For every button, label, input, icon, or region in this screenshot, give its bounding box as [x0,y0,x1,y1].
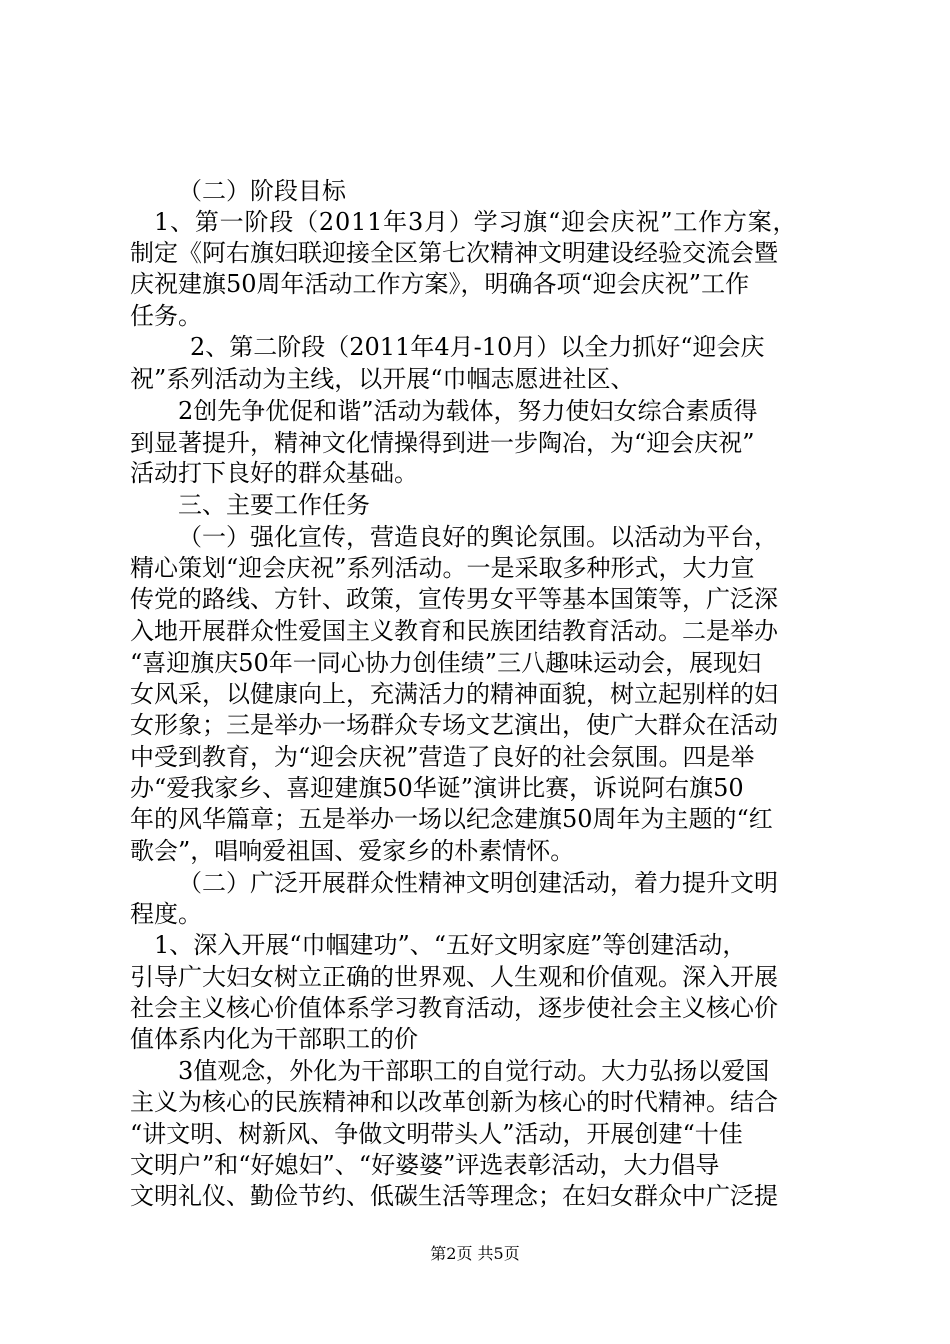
text-line: 精心策划“迎会庆祝”系列活动。一是采取多种形式，大力宣 [130,554,755,582]
text-line: 2、第二阶段（2011年4月-10月）以全力抓好“迎会庆 [190,333,765,361]
text-line: 女形象；三是举办一场群众专场文艺演出，使广大群众在活动 [130,711,778,739]
section-heading-stage-goals: （二）阶段目标 [178,177,346,205]
section-heading-main-tasks: 三、主要工作任务 [178,491,370,519]
text-line: 主义为核心的民族精神和以改革创新为核心的时代精神。结合 [130,1088,778,1116]
text-line: “喜迎旗庆50年一同心协力创佳绩”三八趣味运动会，展现妇 [130,649,762,677]
text-line: 到显著提升，精神文化情操得到进一步陶冶，为“迎会庆祝” [130,429,755,457]
text-line: 入地开展群众性爱国主义教育和民族团结教育活动。二是举办 [130,617,778,645]
text-line: 3值观念，外化为干部职工的自觉行动。大力弘扬以爱国 [178,1057,770,1085]
text-line: 年的风华篇章；五是举办一场以纪念建旗50周年为主题的“红 [130,805,773,833]
text-line: 程度。 [130,900,202,928]
text-line: （二）广泛开展群众性精神文明创建活动，着力提升文明 [178,869,778,897]
text-line: 值体系内化为干部职工的价 [130,1025,418,1053]
text-line: 文明礼仪、勤俭节约、低碳生活等理念；在妇女群众中广泛提 [130,1182,778,1210]
text-line: “讲文明、树新风、争做文明带头人”活动，开展创建“十佳 [130,1120,743,1148]
text-line: （一）强化宣传，营造良好的舆论氛围。以活动为平台， [178,523,778,551]
text-line: 任务。 [130,302,202,330]
text-line: 1、第一阶段（2011年3月）学习旗“迎会庆祝”工作方案， [154,208,798,236]
text-line: 中受到教育，为“迎会庆祝”营造了良好的社会氛围。四是举 [130,743,755,771]
text-line: 活动打下良好的群众基础。 [130,459,418,487]
text-line: 庆祝建旗50周年活动工作方案》，明确各项“迎会庆祝”工作 [130,270,750,298]
text-line: 1、深入开展“巾帼建功”、“五好文明家庭”等创建活动， [154,931,747,959]
text-line: 文明户”和“好媳妇”、“好婆婆”评选表彰活动，大力倡导 [130,1151,720,1179]
text-line: 2创先争优促和谐”活动为载体，努力使妇女综合素质得 [178,397,758,425]
text-line: 社会主义核心价值体系学习教育活动，逐步使社会主义核心价 [130,994,778,1022]
page-number-footer: 第2页 共5页 [430,1244,520,1263]
text-line: 制定《阿右旗妇联迎接全区第七次精神文明建设经验交流会暨 [130,239,778,267]
text-line: 办“爱我家乡、喜迎建旗50华诞”演讲比赛，诉说阿右旗50 [130,774,744,802]
text-line: 传党的路线、方针、政策，宣传男女平等基本国策等，广泛深 [130,585,778,613]
text-line: 祝”系列活动为主线，以开展“巾帼志愿进社区、 [130,365,635,393]
text-line: 女风采，以健康向上，充满活力的精神面貌，树立起别样的妇 [130,680,778,708]
text-line: 歌会”，唱响爱祖国、爱家乡的朴素情怀。 [130,837,575,865]
text-line: 引导广大妇女树立正确的世界观、人生观和价值观。深入开展 [130,963,778,991]
